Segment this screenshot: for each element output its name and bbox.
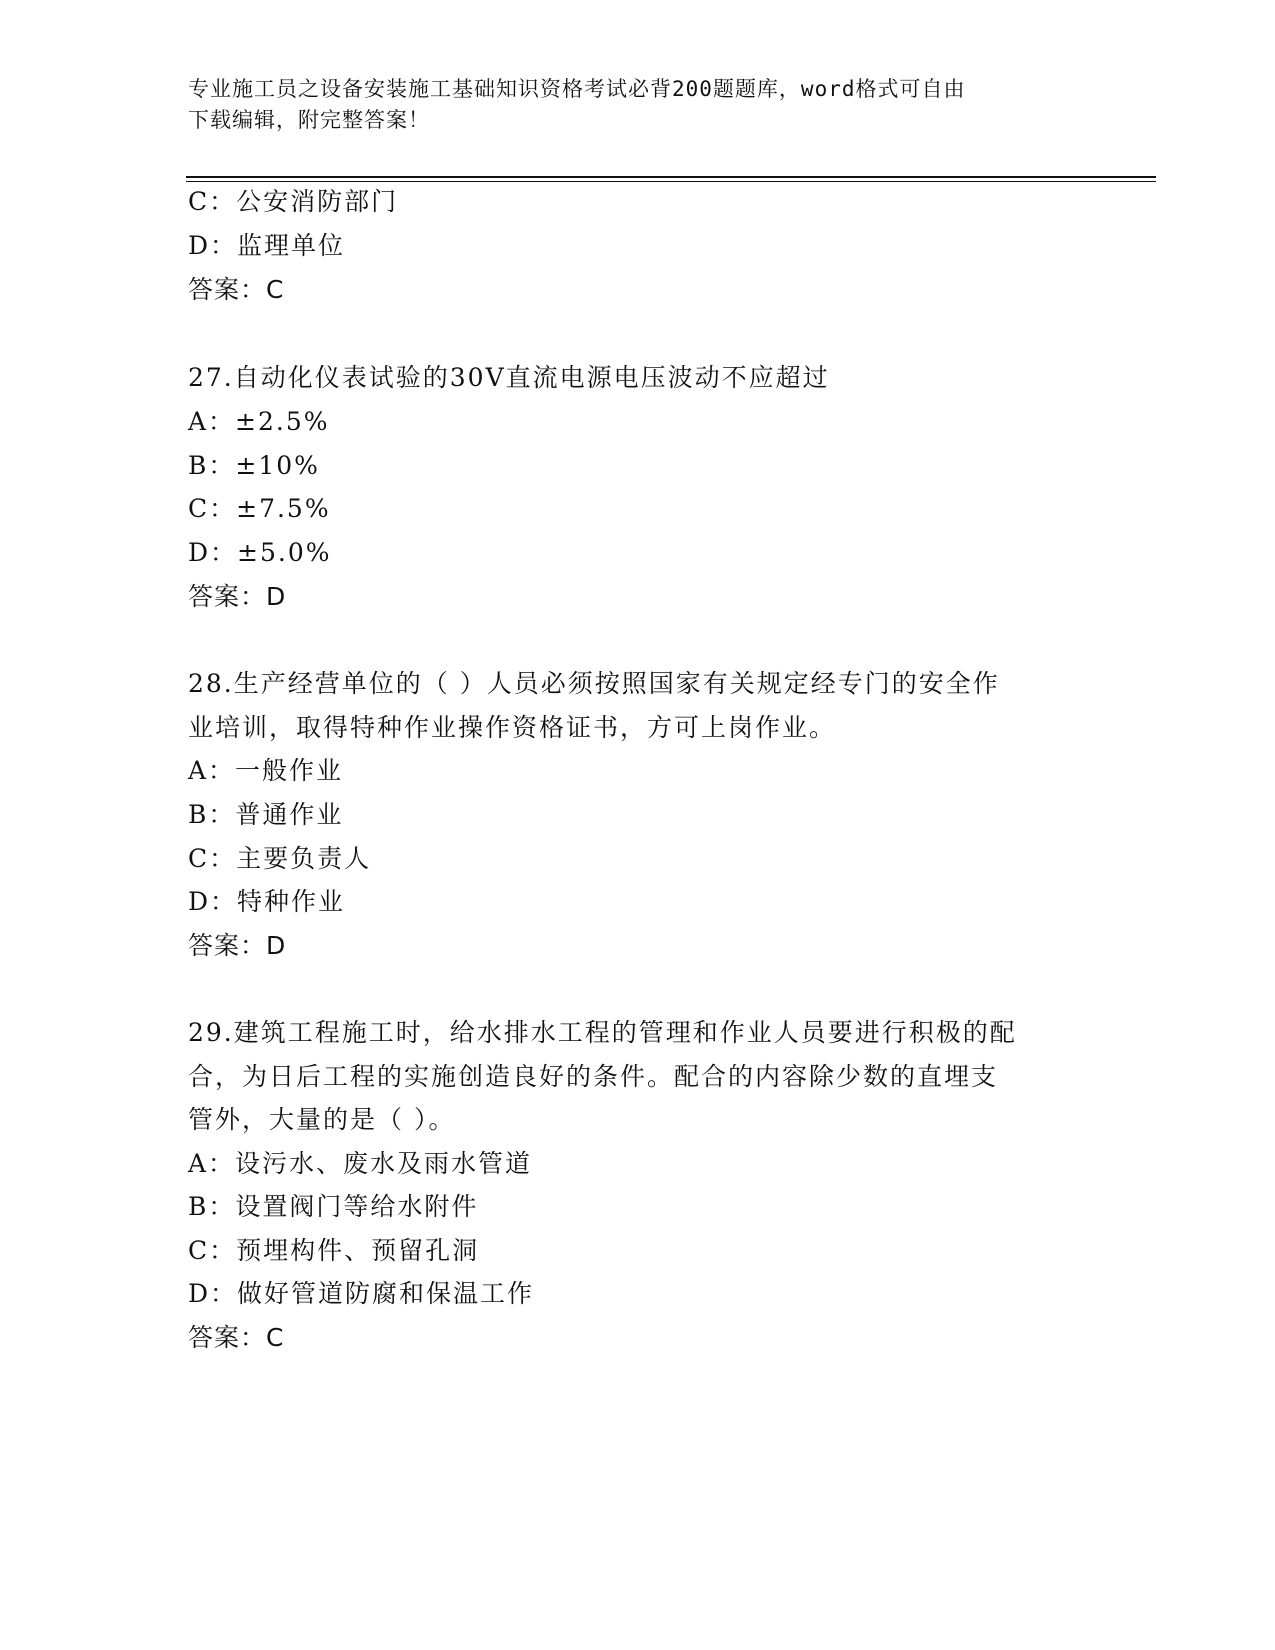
q27-option-c: C：±7.5% — [188, 494, 331, 523]
q27-answer: 答案：D — [188, 582, 287, 611]
q29-option-c: C：预埋构件、预留孔洞 — [188, 1236, 480, 1265]
q26-option-d: D：监理单位 — [188, 231, 346, 260]
header-rule-thick — [186, 176, 1156, 178]
q28-option-c: C：主要负责人 — [188, 844, 372, 873]
q26-answer: 答案：C — [188, 275, 285, 304]
header-line-1: 专业施工员之设备安装施工基础知识资格考试必背200题题库，word格式可自由 — [188, 77, 966, 101]
q29-stem-line-1: 29.建筑工程施工时，给水排水工程的管理和作业人员要进行积极的配 — [188, 1018, 1017, 1047]
q29-option-b: B：设置阀门等给水附件 — [188, 1192, 479, 1221]
q27-option-a: A：±2.5% — [188, 407, 330, 436]
header-rule-thin — [186, 181, 1156, 182]
q28-stem-line-2: 业培训，取得特种作业操作资格证书，方可上岗作业。 — [188, 713, 837, 742]
q29-option-a: A：设污水、废水及雨水管道 — [188, 1149, 533, 1178]
q28-stem-line-1: 28.生产经营单位的（ ）人员必须按照国家有关规定经专门的安全作 — [188, 669, 1000, 698]
q27-option-d: D：±5.0% — [188, 538, 332, 567]
q26-option-c: C：公安消防部门 — [188, 187, 399, 216]
document-header — [188, 74, 1088, 136]
q28-answer: 答案：D — [188, 931, 287, 960]
q27-stem: 27.自动化仪表试验的30V直流电源电压波动不应超过 — [188, 363, 830, 392]
header-line-2: 下载编辑，附完整答案！ — [188, 108, 430, 132]
q29-answer: 答案：C — [188, 1323, 285, 1352]
q28-option-a: A：一般作业 — [188, 756, 344, 785]
q29-stem-line-2: 合，为日后工程的实施创造良好的条件。配合的内容除少数的直埋支 — [188, 1062, 999, 1091]
q28-option-d: D：特种作业 — [188, 887, 346, 916]
q29-stem-line-3: 管外，大量的是（ ）。 — [188, 1105, 456, 1134]
q29-option-d: D：做好管道防腐和保温工作 — [188, 1279, 535, 1308]
q28-option-b: B：普通作业 — [188, 800, 344, 829]
q27-option-b: B：±10% — [188, 451, 320, 480]
